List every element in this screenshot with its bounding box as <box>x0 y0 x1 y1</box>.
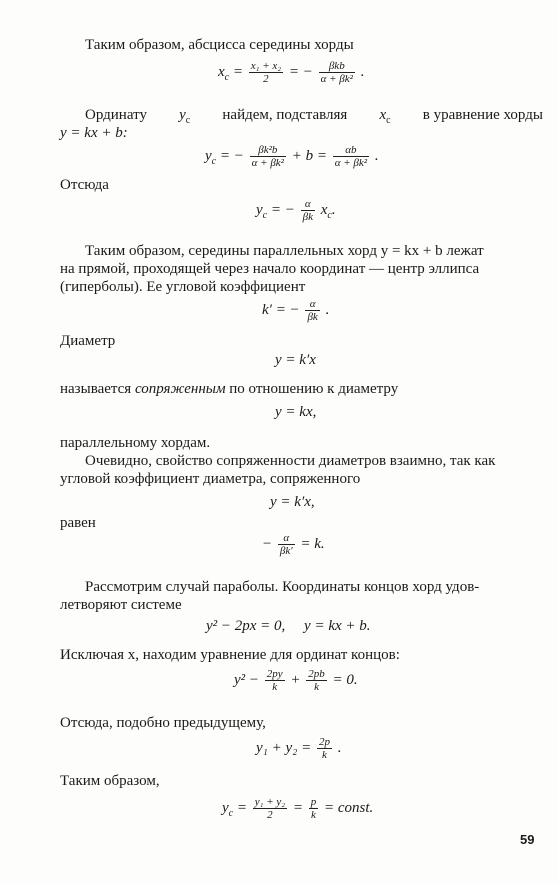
eq-subscript: c <box>224 71 230 83</box>
equation-conjugate-slope: − $\frac{\alpha}{\beta k'}$ = k. <box>262 532 325 557</box>
paragraph-line: угловой коэффициент диаметра, сопряженного <box>60 471 361 487</box>
equation-k-prime: k′ = − $\frac{\alpha}{\beta k}$ . <box>262 298 330 323</box>
paragraph-line: Очевидно, свойство сопряженности диаметров взаимно, так как <box>85 453 496 469</box>
equation-xc: $x_c$ = $\frac{\text{x₁ + x₂}}{2}$ = − $\frac{\text{βkb}}{\text{α + βk²}}$ . <box>218 60 365 85</box>
fraction: $\frac{p}{k}$ <box>310 796 317 821</box>
paragraph-line: называется сопряженным по отношению к диаметру <box>60 381 399 397</box>
paragraph-line: y = kx + b: <box>60 125 128 141</box>
fraction: $\frac{2py}{k}$ <box>266 668 283 693</box>
fraction: $\frac{\text{βkb}}{\text{α + βk²}}$ <box>320 60 353 85</box>
equation-sum-roots: y₁ + y₂ = $\frac{2p}{k}$ . <box>256 736 342 761</box>
equation-yc-xc: $y_c$ = − $\frac{\alpha}{\beta k}$ $x_c$. <box>256 198 336 223</box>
fraction: $\frac{\text{y₁ + y₂}}{2}$ <box>254 796 286 821</box>
fraction: $\frac{2p}{k}$ <box>319 736 330 761</box>
fraction: $\frac{\text{βk²b}}{\text{α + βk²}}$ <box>251 144 284 169</box>
equation-yc: $y_c$ = − $\frac{\text{βk²b}}{\text{α + βk²}}$ + b = $\frac{\alpha b}{\text{α + βk²}}$ . <box>205 144 379 169</box>
page-number: 59 <box>520 832 535 847</box>
fraction: $\frac{\alpha}{\beta k}$ <box>302 198 313 223</box>
paragraph-line: летворяют системе <box>60 597 182 613</box>
paragraph-line: Диаметр <box>60 333 116 349</box>
paragraph-line: Таким образом, <box>60 773 160 789</box>
fraction: $\frac{\alpha b}{\text{α + βk²}}$ <box>334 144 368 169</box>
equation-diameter-k: y = kx, <box>275 404 317 420</box>
eq-symbol: x <box>218 63 225 80</box>
equation-yc-const: $y_c$ = $\frac{\text{y₁ + y₂}}{2}$ = $\frac{p}{k}$ = const. <box>222 796 374 821</box>
equation-system: y² − 2px = 0, y = kx + b. <box>206 618 371 634</box>
paragraph-line: Отсюда <box>60 177 109 193</box>
paragraph-line: равен <box>60 515 96 531</box>
paragraph-line: Исключая x, находим уравнение для ординат концов: <box>60 647 400 663</box>
paragraph-line: Рассмотрим случай параболы. Координаты концов хорд удов- <box>85 579 480 595</box>
paragraph-line: Ординату $y_c$ найдем, подставляя $x_c$ в уравнение хорды <box>85 107 543 126</box>
fraction: $\frac{2pb}{k}$ <box>308 668 325 693</box>
fraction: $\frac{\alpha}{\beta k'}$ <box>279 532 293 557</box>
paragraph-line: на прямой, проходящей через начало координат — центр эллипса <box>60 261 480 277</box>
equation-diameter: y = k′x <box>275 352 316 368</box>
paragraph-line: Отсюда, подобно предыдущему, <box>60 715 266 731</box>
paragraph-line: (гиперболы). Ее угловой коэффициент <box>60 279 306 295</box>
equation-quadratic: y² − $\frac{2py}{k}$ + $\frac{2pb}{k}$ = 0. <box>234 668 358 693</box>
fraction: $\frac{\text{x₁ + x₂}}{2}$ <box>250 60 282 85</box>
fraction: $\frac{\alpha}{\beta k}$ <box>307 298 318 323</box>
paragraph-line: Таким образом, середины параллельных хорд y = kx + b лежат <box>85 243 484 259</box>
paragraph-line: параллельному хордам. <box>60 435 211 451</box>
paragraph-line: Таким образом, абсцисса середины хорды <box>85 37 354 53</box>
equation-conjugate: y = k′x, <box>270 494 315 510</box>
